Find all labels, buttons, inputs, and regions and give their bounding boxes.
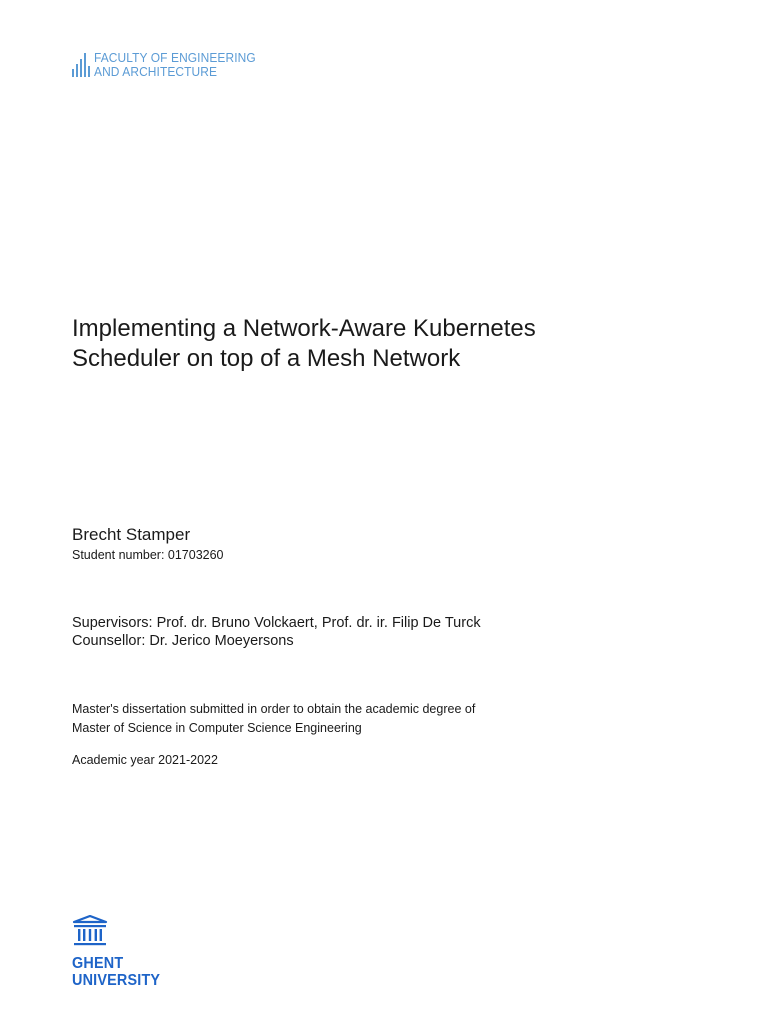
university-logo [72, 915, 170, 989]
student-number: Student number: 01703260 [72, 548, 224, 562]
academic-year: Academic year 2021-2022 [72, 753, 218, 767]
faculty-name-line-2: AND ARCHITECTURE [94, 64, 218, 79]
faculty-name-line-1: FACULTY OF ENGINEERING [94, 50, 256, 65]
thesis-title-line-2: Scheduler on top of a Mesh Network [72, 345, 461, 372]
counsellor: Counsellor: Dr. Jerico Moeyersons [72, 633, 294, 649]
faculty-logo [72, 50, 270, 79]
dissertation-line-2: Master of Science in Computer Science Engineering [72, 721, 362, 735]
university-building-icon [72, 915, 108, 949]
author-name: Brecht Stamper [72, 525, 191, 544]
thesis-title [72, 314, 692, 374]
university-name-line-2: UNIVERSITY [72, 972, 161, 989]
supervisors: Supervisors: Prof. dr. Bruno Volckaert, Prof. dr. ir. Filip De Turck [72, 615, 481, 631]
faculty-name [94, 51, 256, 79]
thesis-title-line-1: Implementing a Network-Aware Kubernetes [72, 315, 536, 342]
dissertation-line-1: Master's dissertation submitted in order to obtain the academic degree of [72, 702, 476, 716]
dissertation-statement [72, 700, 475, 738]
faculty-bars-icon [72, 50, 92, 78]
university-name [72, 955, 160, 989]
university-name-line-1: GHENT [72, 955, 124, 972]
